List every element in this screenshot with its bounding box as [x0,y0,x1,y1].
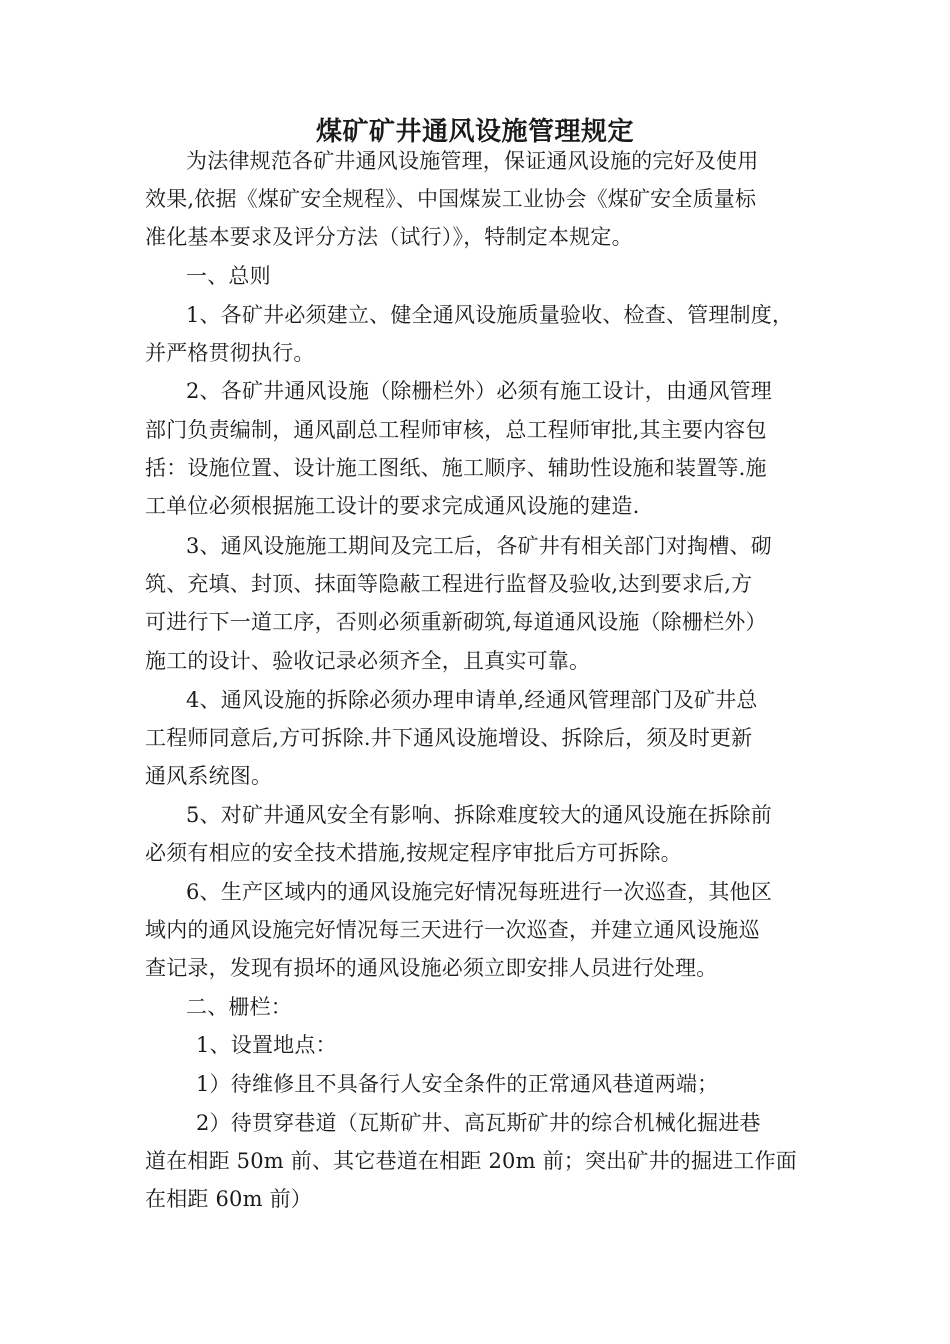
text-line: 施工的设计、验收记录必须齐全，且真实可靠。 [145,649,591,673]
text-line: 4、通风设施的拆除必须办理申请单,经通风管理部门及矿井总 [186,688,758,712]
text-line: 通风系统图。 [145,764,273,788]
text-line: 部门负责编制，通风副总工程师审核，总工程师审批,其主要内容包 [145,418,767,442]
text-line: 1、设置地点： [196,1033,337,1057]
text-line: 筑、充填、封顶、抹面等隐蔽工程进行监督及验收,达到要求后,方 [145,572,753,596]
text-line: 2）待贯穿巷道（瓦斯矿井、高瓦斯矿井的综合机械化掘进巷 [196,1111,761,1135]
text-line: 道在相距 50m 前、其它巷道在相距 20m 前；突出矿井的掘进工作面 [145,1149,797,1173]
text-line: 3、通风设施施工期间及完工后，各矿井有相关部门对掏槽、砌 [186,534,772,558]
text-line: 可进行下一道工序，否则必须重新砌筑,每道通风设施（除栅栏外） [145,610,767,634]
text-line: 域内的通风设施完好情况每三天进行一次巡查，并建立通风设施巡 [145,918,760,942]
text-line: 6、生产区域内的通风设施完好情况每班进行一次巡查，其他区 [186,880,772,904]
text-line: 效果,依据《煤矿安全规程》、中国煤炭工业协会《煤矿安全质量标 [145,187,757,211]
document-title: 煤矿矿井通风设施管理规定 [315,117,634,147]
text-line: 括：设施位置、设计施工图纸、施工顺序、辅助性设施和装置等.施 [145,456,767,480]
text-line: 查记录，发现有损坏的通风设施必须立即安排人员进行处理。 [145,956,718,980]
text-line: 工单位必须根据施工设计的要求完成通风设施的建造. [145,494,640,518]
text-line: 为法律规范各矿井通风设施管理，保证通风设施的完好及使用 [186,149,759,173]
section-heading: 一、总则 [186,264,271,288]
text-line: 必须有相应的安全技术措施,按规定程序审批后方可拆除。 [145,841,682,865]
text-line: 在相距 60m 前） [145,1187,312,1211]
text-line: 准化基本要求及评分方法（试行）》，特制定本规定。 [145,225,633,249]
text-line: 5、对矿井通风安全有影响、拆除难度较大的通风设施在拆除前 [186,803,772,827]
text-line: 2、各矿井通风设施（除栅栏外）必须有施工设计，由通风管理 [186,379,772,403]
text-line: 并严格贯彻执行。 [145,341,315,365]
text-line: 1、各矿井必须建立、健全通风设施质量验收、检查、管理制度， [186,303,794,327]
text-line: 工程师同意后,方可拆除.井下通风设施增设、拆除后，须及时更新 [145,726,753,750]
text-line: 1）待维修且不具备行人安全条件的正常通风巷道两端； [196,1072,719,1096]
section-heading: 二、栅栏： [186,995,292,1019]
